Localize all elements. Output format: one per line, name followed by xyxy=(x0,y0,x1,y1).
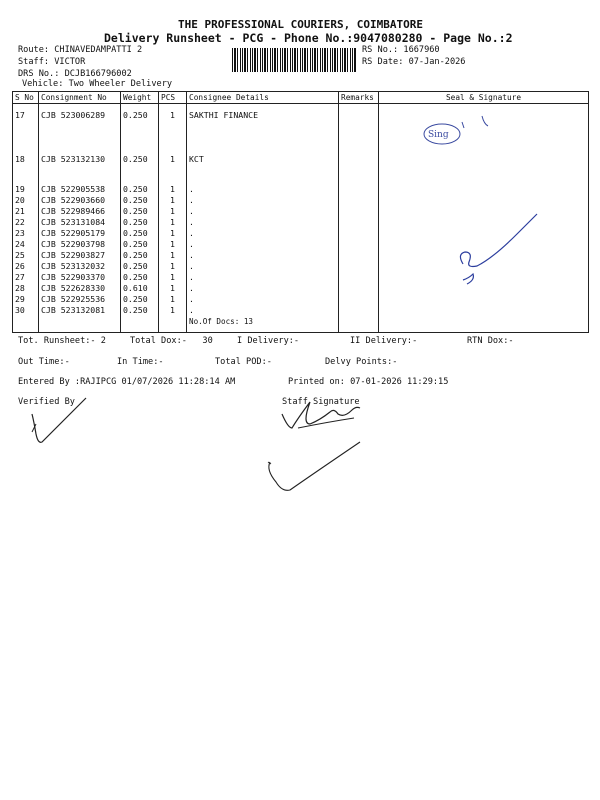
cell-pcs: 1 xyxy=(159,261,187,272)
cell-remarks xyxy=(339,206,379,217)
cell-details: KCT xyxy=(187,154,339,184)
vehicle-label: Vehicle: Two Wheeler Delivery xyxy=(22,79,173,89)
cell-empty xyxy=(39,316,121,333)
cell-cno: CJB 522905179 xyxy=(39,228,121,239)
table-header-row xyxy=(13,92,589,104)
cell-seal xyxy=(379,206,589,217)
cell-empty xyxy=(121,316,159,333)
cell-details: . xyxy=(187,217,339,228)
cell-cno: CJB 522628330 xyxy=(39,283,121,294)
cell-pcs: 1 xyxy=(159,195,187,206)
cell-details: . xyxy=(187,228,339,239)
cell-pcs: 1 xyxy=(159,272,187,283)
col-remarks: Remarks xyxy=(339,92,379,104)
out-time: Out Time:- xyxy=(18,357,70,367)
drs-label: DRS No.: DCJB166796002 xyxy=(18,69,132,79)
rs-number: RS No.: 1667960 xyxy=(362,45,440,55)
cell-weight: 0.250 xyxy=(121,184,159,195)
runsheet-table xyxy=(12,91,589,333)
cell-details: . xyxy=(187,184,339,195)
cell-pcs: 1 xyxy=(159,239,187,250)
table-row xyxy=(13,305,589,316)
cell-remarks xyxy=(339,217,379,228)
cell-sno: 28 xyxy=(13,283,39,294)
table-row xyxy=(13,104,589,155)
cell-details: . xyxy=(187,250,339,261)
in-time: In Time:- xyxy=(117,357,164,367)
col-consignment: Consignment No xyxy=(39,92,121,104)
cell-seal xyxy=(379,154,589,184)
cell-pcs: 1 xyxy=(159,184,187,195)
ii-delivery: II Delivery:- xyxy=(350,336,418,346)
verified-by-label: Verified By xyxy=(18,397,75,407)
cell-pcs: 1 xyxy=(159,206,187,217)
cell-pcs: 1 xyxy=(159,154,187,184)
cell-remarks xyxy=(339,272,379,283)
cell-pcs: 1 xyxy=(159,228,187,239)
cell-empty xyxy=(379,316,589,333)
cell-weight: 0.250 xyxy=(121,261,159,272)
cell-details: . xyxy=(187,294,339,305)
total-pod: Total POD:- xyxy=(215,357,272,367)
cell-empty xyxy=(13,316,39,333)
cell-details: . xyxy=(187,272,339,283)
cell-details: . xyxy=(187,206,339,217)
cell-seal xyxy=(379,305,589,316)
col-seal: Seal & Signature xyxy=(379,92,589,104)
stray-pen-stroke xyxy=(262,440,362,500)
route-label: Route: CHINAVEDAMPATTI 2 xyxy=(18,45,143,55)
cell-remarks xyxy=(339,228,379,239)
cell-cno: CJB 523132032 xyxy=(39,261,121,272)
col-weight: Weight xyxy=(121,92,159,104)
cell-pcs: 1 xyxy=(159,217,187,228)
cell-sno: 25 xyxy=(13,250,39,261)
cell-sno: 22 xyxy=(13,217,39,228)
col-pcs: PCS xyxy=(159,92,187,104)
cell-weight: 0.610 xyxy=(121,283,159,294)
cell-details: . xyxy=(187,239,339,250)
cell-sno: 23 xyxy=(13,228,39,239)
seal-signature-row25 xyxy=(455,222,545,292)
cell-remarks xyxy=(339,250,379,261)
cell-sno: 20 xyxy=(13,195,39,206)
staff-signature-label: Staff Signature xyxy=(282,397,360,407)
i-delivery: I Delivery:- xyxy=(237,336,300,346)
total-dox: Total Dox:- 30 xyxy=(130,336,213,346)
cell-cno: CJB 523132130 xyxy=(39,154,121,184)
cell-cno: CJB 522903660 xyxy=(39,195,121,206)
cell-sno: 24 xyxy=(13,239,39,250)
table-row xyxy=(13,184,589,195)
cell-sno: 18 xyxy=(13,154,39,184)
cell-remarks xyxy=(339,154,379,184)
cell-cno: CJB 523132081 xyxy=(39,305,121,316)
cell-cno: CJB 522925536 xyxy=(39,294,121,305)
cell-seal xyxy=(379,184,589,195)
staff-signature-mark xyxy=(278,398,368,438)
cell-sno: 26 xyxy=(13,261,39,272)
cell-remarks xyxy=(339,261,379,272)
cell-pcs: 1 xyxy=(159,104,187,155)
cell-details: . xyxy=(187,261,339,272)
no-of-docs: No.Of Docs: 13 xyxy=(187,316,339,333)
cell-cno: CJB 522903827 xyxy=(39,250,121,261)
cell-remarks xyxy=(339,283,379,294)
staff-label: Staff: VICTOR xyxy=(18,57,86,67)
total-runsheet: Tot. Runsheet:- 2 xyxy=(18,336,106,346)
entered-by: Entered By :RAJIPCG 01/07/2026 11:28:14 AM xyxy=(18,377,236,387)
cell-cno: CJB 523131084 xyxy=(39,217,121,228)
table-row xyxy=(13,316,589,333)
cell-cno: CJB 523006289 xyxy=(39,104,121,155)
runsheet-title: Delivery Runsheet - PCG - Phone No.:9047080280 - Page No.:2 xyxy=(104,31,513,45)
cell-sno: 19 xyxy=(13,184,39,195)
cell-weight: 0.250 xyxy=(121,250,159,261)
cell-sno: 27 xyxy=(13,272,39,283)
cell-seal xyxy=(379,294,589,305)
seal-signature-row17 xyxy=(420,118,490,158)
barcode xyxy=(232,48,356,72)
cell-weight: 0.250 xyxy=(121,154,159,184)
verified-by-signature xyxy=(28,398,98,448)
cell-empty xyxy=(159,316,187,333)
table-row xyxy=(13,154,589,184)
cell-pcs: 1 xyxy=(159,294,187,305)
cell-details: . xyxy=(187,305,339,316)
cell-weight: 0.250 xyxy=(121,305,159,316)
cell-remarks xyxy=(339,184,379,195)
cell-sno: 17 xyxy=(13,104,39,155)
table-row xyxy=(13,195,589,206)
cell-cno: CJB 522905538 xyxy=(39,184,121,195)
table-row xyxy=(13,206,589,217)
cell-weight: 0.250 xyxy=(121,239,159,250)
cell-weight: 0.250 xyxy=(121,217,159,228)
cell-weight: 0.250 xyxy=(121,228,159,239)
cell-seal xyxy=(379,195,589,206)
cell-pcs: 1 xyxy=(159,250,187,261)
cell-cno: CJB 522989466 xyxy=(39,206,121,217)
rs-date: RS Date: 07-Jan-2026 xyxy=(362,57,466,67)
cell-weight: 0.250 xyxy=(121,206,159,217)
cell-sno: 30 xyxy=(13,305,39,316)
cell-weight: 0.250 xyxy=(121,294,159,305)
rtn-dox: RTN Dox:- xyxy=(467,336,514,346)
cell-cno: CJB 522903798 xyxy=(39,239,121,250)
cell-sno: 29 xyxy=(13,294,39,305)
cell-details: SAKTHI FINANCE xyxy=(187,104,339,155)
seal-text: Sing xyxy=(428,130,449,140)
cell-weight: 0.250 xyxy=(121,272,159,283)
cell-remarks xyxy=(339,305,379,316)
cell-weight: 0.250 xyxy=(121,195,159,206)
cell-details: . xyxy=(187,283,339,294)
col-consignee: Consignee Details xyxy=(187,92,339,104)
cell-sno: 21 xyxy=(13,206,39,217)
cell-remarks xyxy=(339,104,379,155)
cell-remarks xyxy=(339,239,379,250)
cell-pcs: 1 xyxy=(159,305,187,316)
printed-on: Printed on: 07-01-2026 11:29:15 xyxy=(288,377,449,387)
cell-details: . xyxy=(187,195,339,206)
delvy-points: Delvy Points:- xyxy=(325,357,398,367)
cell-remarks xyxy=(339,294,379,305)
cell-pcs: 1 xyxy=(159,283,187,294)
col-sno: S No xyxy=(13,92,39,104)
company-name: THE PROFESSIONAL COURIERS, COIMBATORE xyxy=(178,18,424,31)
cell-empty xyxy=(339,316,379,333)
table-row xyxy=(13,294,589,305)
cell-cno: CJB 522903370 xyxy=(39,272,121,283)
cell-weight: 0.250 xyxy=(121,104,159,155)
cell-remarks xyxy=(339,195,379,206)
